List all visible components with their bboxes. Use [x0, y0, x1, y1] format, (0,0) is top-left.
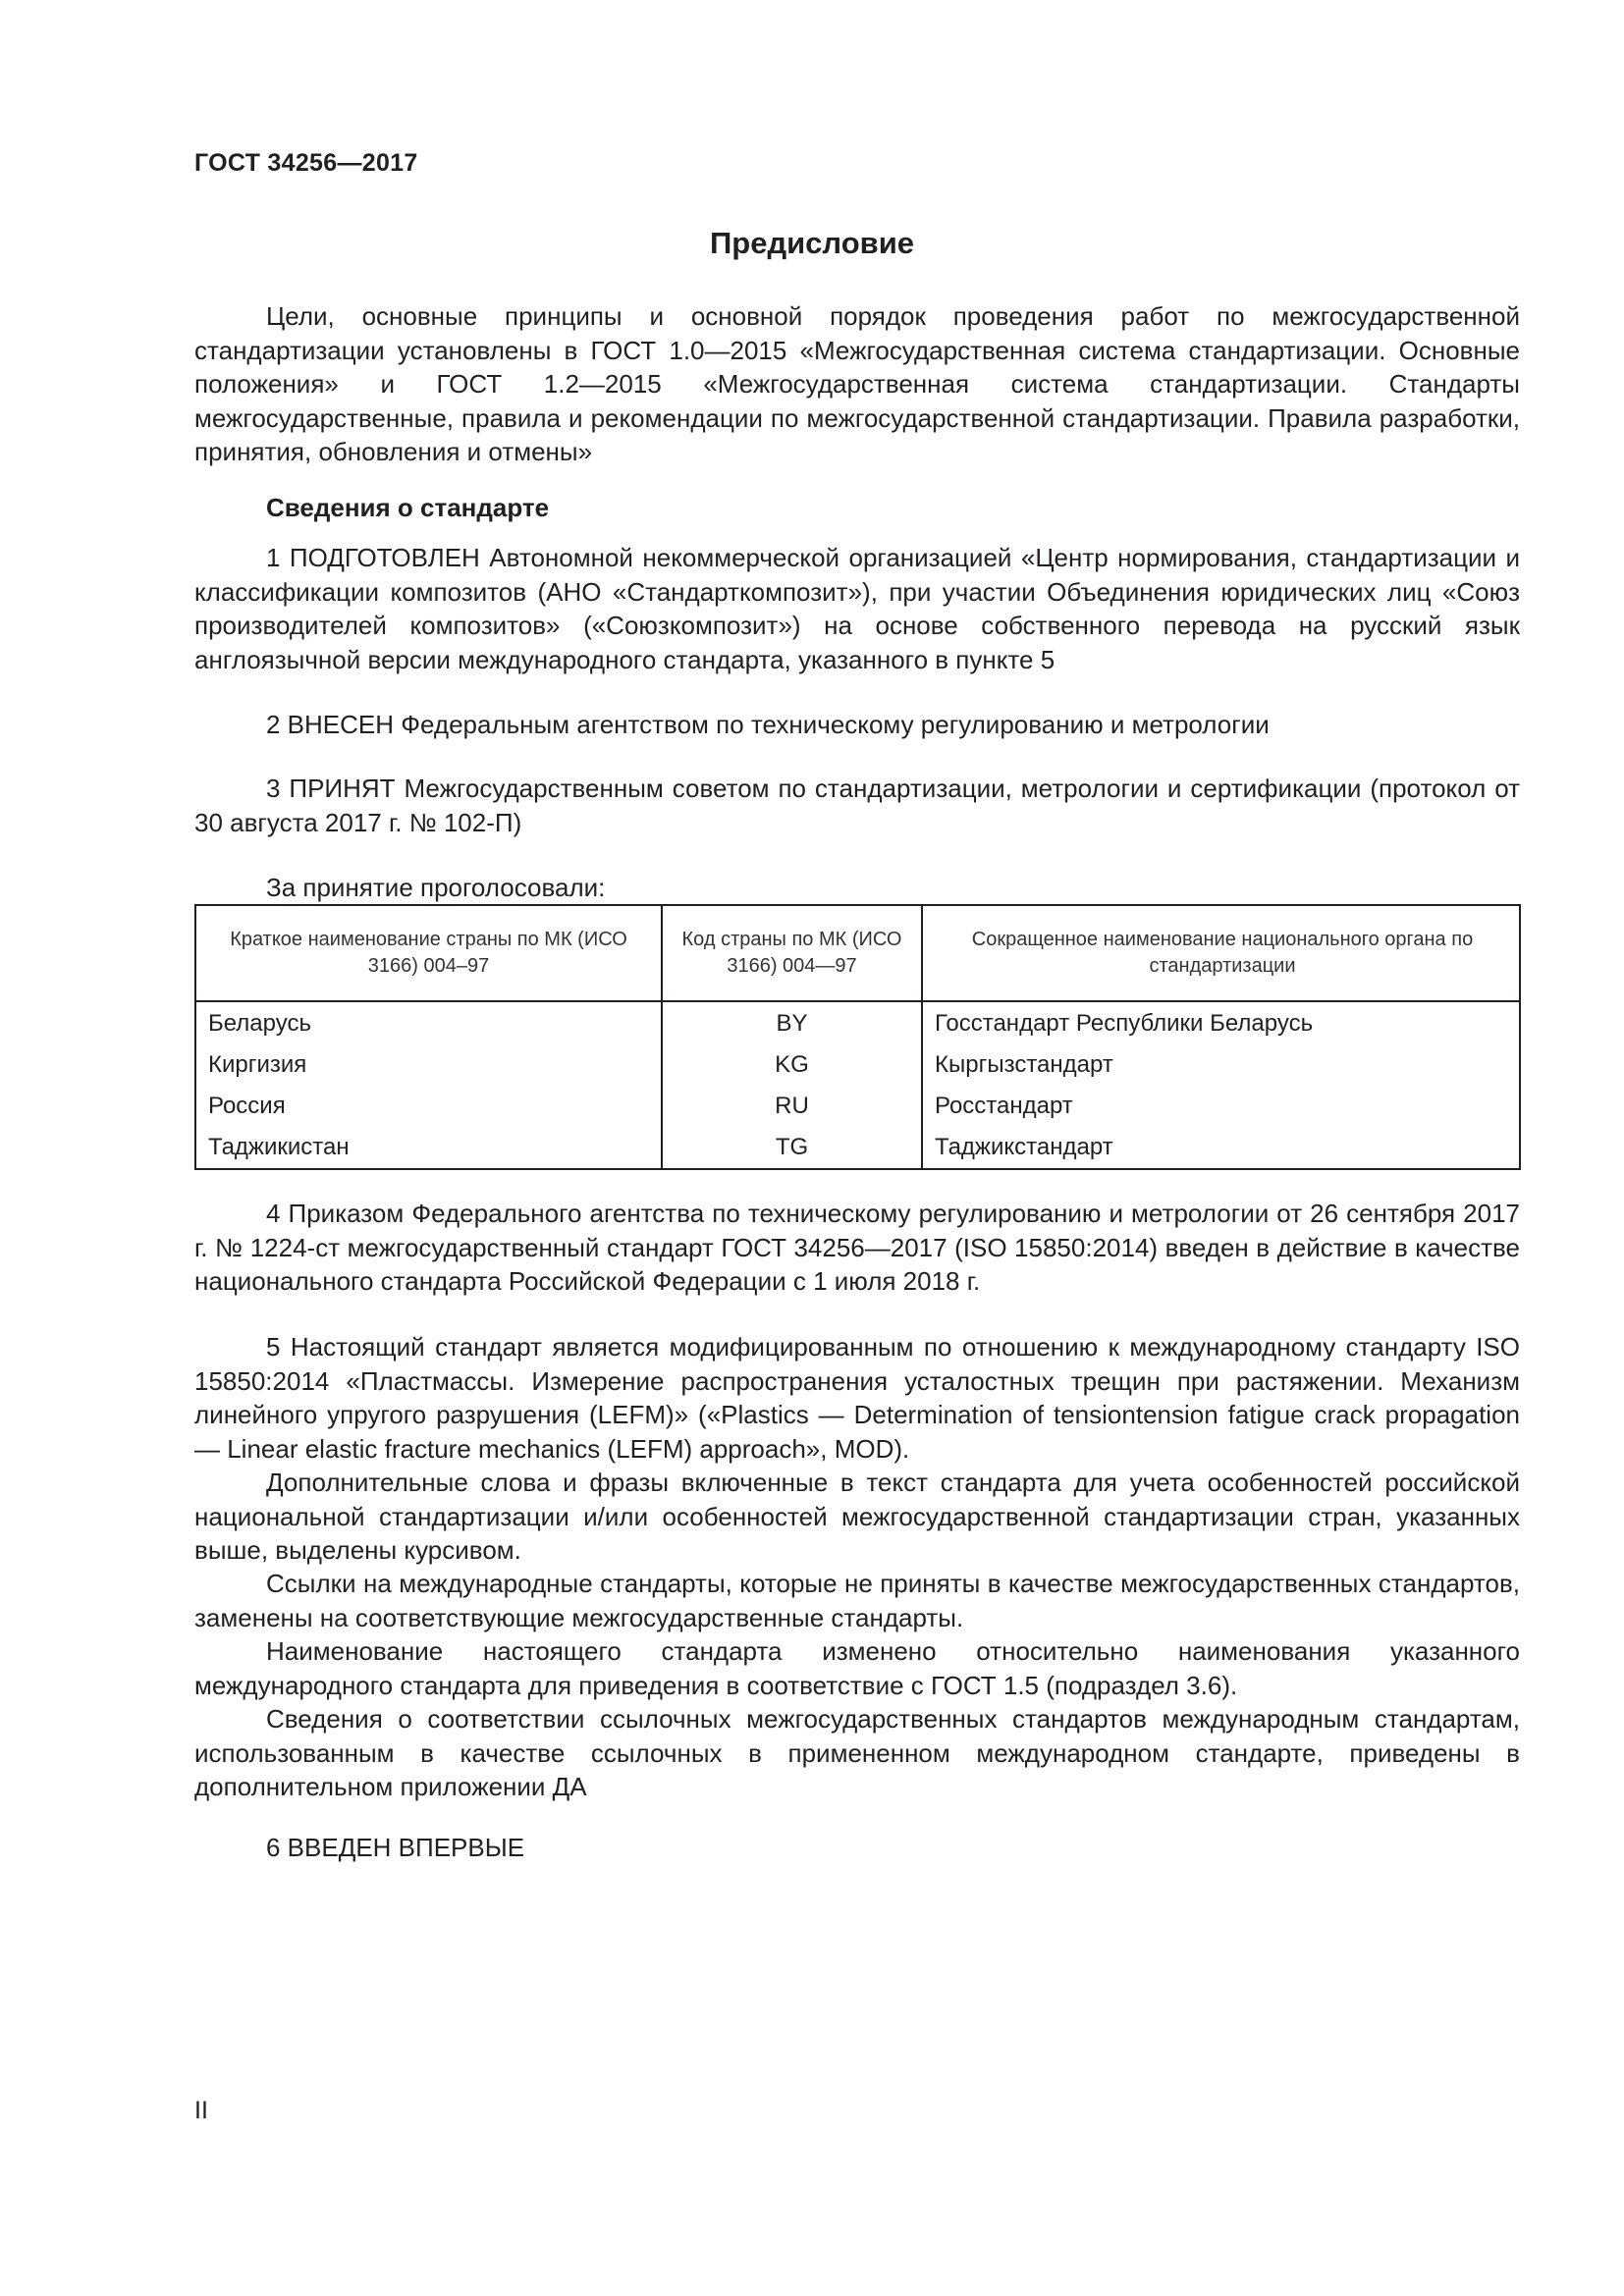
section-subheading: Сведения о стандарте: [266, 493, 550, 522]
item-5-paragraph: 5 Настоящий стандарт является модифицированным по отношению к международному стандарту ISO 15850:2014 «Пластмассы. Измерение распространения усталостных трещин при растяжении. Механизм линейного упругого разрушения (LEFM)» («Plastics — Determination of tensiontension fatigue crack propagation — Linear elastic fracture mechanics (LEFM) approach», MOD).: [194, 1332, 1520, 1464]
table-header-country: Краткое наименование страны по МК (ИСО 3166) 004–97: [230, 929, 627, 977]
table-header-code: Код страны по МК (ИСО 3166) 004—97: [681, 929, 902, 977]
intro-paragraph: Цели, основные принципы и основной порядок проведения работ по межгосударственной стандартизации установлены в ГОСТ 1.0—2015 «Межгосударственная система стандартизации. Основные положения» и ГОСТ 1.2—2015 «Межгосударственная система стандартизации. Стандарты межгосударственные, правила и рекомендации по межгосударственной стандартизации. Правила разработки, принятия, обновления и отмены»: [194, 301, 1520, 466]
item-5-conformity: Сведения о соответствии ссылочных межгосударственных стандартов международным стандартам, использованным в качестве ссылочных в примененном международном стандарте, приведены в дополнительном приложении ДА: [194, 1704, 1520, 1801]
table-cell-country: Таджикистан: [208, 1134, 350, 1160]
voting-table: [194, 904, 1521, 1170]
item-4-paragraph: 4 Приказом Федерального агентства по техническому регулированию и метрологии от 26 сентября 2017 г. № 1224-ст межгосударственный стандарт ГОСТ 34256—2017 (ISO 15850:2014) введен в действие в качестве национального стандарта Российской Федерации с 1 июля 2018 г.: [194, 1199, 1520, 1296]
table-column-divider: [921, 906, 923, 1168]
item-3-paragraph: 3 ПРИНЯТ Межгосударственным советом по стандартизации, метрологии и сертификации (протокол от 30 августа 2017 г. № 102-П): [194, 774, 1520, 837]
table-cell-code: RU: [775, 1093, 809, 1119]
table-cell-code: BY: [776, 1010, 808, 1037]
page-number: II: [194, 2097, 208, 2124]
page-title: Предисловие: [709, 226, 914, 260]
item-5-references: Ссылки на международные стандарты, которые не приняты в качестве межгосударственных стандартов, заменены на соответствующие межгосударственные стандарты.: [194, 1569, 1520, 1632]
table-header-body: Сокращенное наименование национального органа по стандартизации: [971, 929, 1474, 977]
item-6-paragraph: 6 ВВЕДЕН ВПЕРВЫЕ: [266, 1833, 525, 1862]
table-cell-code: KG: [775, 1051, 809, 1078]
item-1-paragraph: 1 ПОДГОТОВЛЕН Автономной некоммерческой организацией «Центр нормирования, стандартизации и классификации композитов (АНО «Стандарткомпозит»), при участии Объединения юридических лиц «Союз производителей композитов» («Союзкомпозит») на основе собственного перевода на русский язык англоязычной версии международного стандарта, указанного в пункте 5: [194, 543, 1520, 674]
item-5-name-change: Наименование настоящего стандарта изменено относительно наименования указанного международного стандарта для приведения в соответствие с ГОСТ 1.5 (подраздел 3.6).: [194, 1636, 1520, 1700]
table-cell-country: Киргизия: [208, 1051, 307, 1078]
table-cell-country: Россия: [208, 1093, 286, 1119]
table-cell-code: TG: [775, 1134, 809, 1160]
table-cell-country: Беларусь: [208, 1010, 311, 1037]
table-cell-body: Кыргызстандарт: [935, 1051, 1113, 1078]
item-2-paragraph: 2 ВНЕСЕН Федеральным агентством по техническому регулированию и метрологии: [266, 710, 1270, 739]
table-cell-body: Таджикстандарт: [935, 1134, 1113, 1160]
document-header: ГОСТ 34256—2017: [194, 149, 418, 177]
table-header-divider: [196, 1000, 1519, 1002]
item-5-additional-words: Дополнительные слова и фразы включенные в текст стандарта для учета особенностей российской национальной стандартизации и/или особенностей межгосударственной стандартизации стран, указанных выше, выделены курсивом.: [194, 1468, 1520, 1565]
voted-label: За принятие проголосовали:: [266, 873, 606, 902]
table-cell-body: Росстандарт: [935, 1093, 1073, 1119]
table-cell-body: Госстандарт Республики Беларусь: [935, 1010, 1314, 1037]
